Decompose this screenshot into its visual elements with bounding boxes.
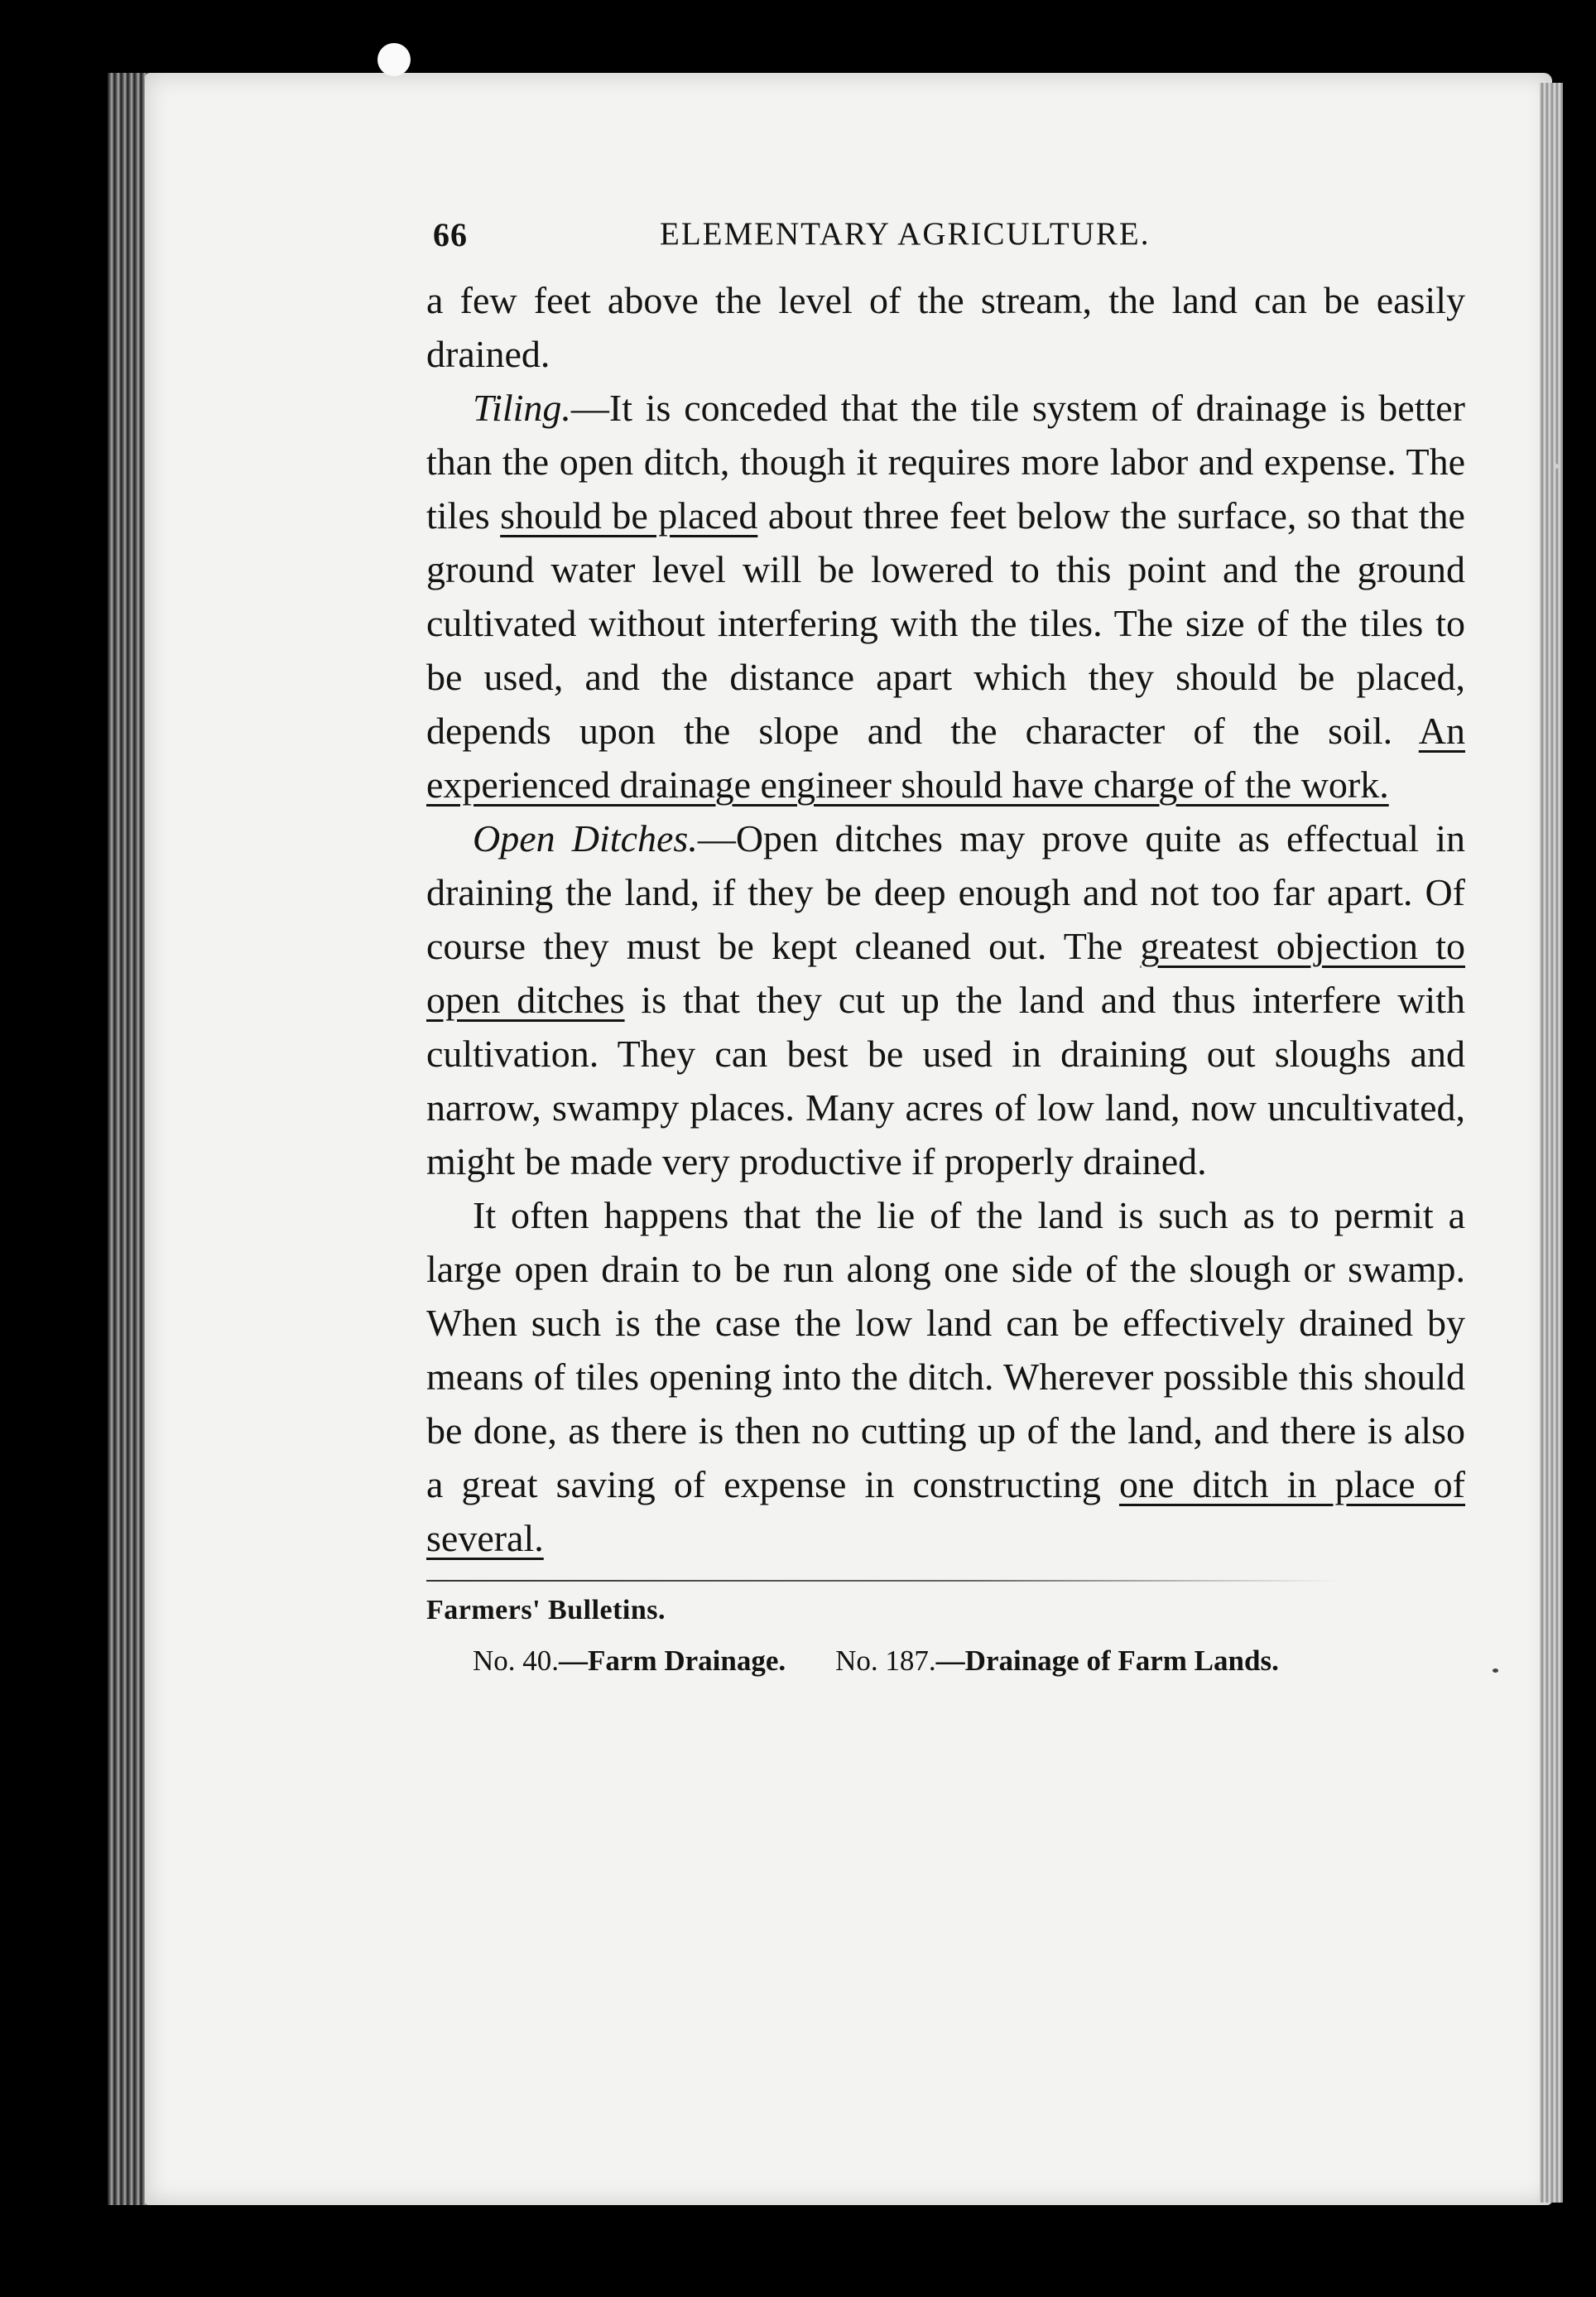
page-header xyxy=(426,215,1465,273)
paragraph-continuation xyxy=(426,273,1465,381)
pen-underlined-text: one ditch in place of several. xyxy=(426,1463,1465,1559)
paragraph-text: a few feet above the level of the stream, the land can be easily drained. xyxy=(426,279,1465,375)
references-list xyxy=(426,1644,1465,1678)
scan-speck xyxy=(1493,1669,1498,1673)
scan-speck xyxy=(1554,464,1559,469)
pen-underlined-text: greatest objection to open ditches xyxy=(426,925,1465,1021)
paragraph-open-ditches xyxy=(426,811,1465,1188)
pen-underlined-text: should be placed xyxy=(500,494,758,537)
run-in-heading-tiling: Tiling. xyxy=(473,387,571,429)
scan-artifact-dot xyxy=(377,43,411,76)
page-number: 66 xyxy=(433,216,468,253)
section-divider xyxy=(426,1580,1337,1582)
references-heading: Farmers' Bulletins. xyxy=(426,1595,666,1625)
paragraph-tiling xyxy=(426,381,1465,811)
page-edge xyxy=(1540,83,1563,2203)
reference-number: No. 187. xyxy=(835,1644,936,1677)
paragraph-text: —Open ditches may prove quite as effectual in draining the land, if they be deep enough and not too far apart. Of course they must be kept cleaned out. The xyxy=(426,817,1465,967)
reference-number: No. 40. xyxy=(473,1644,560,1677)
paragraph-swamp xyxy=(426,1188,1465,1565)
paragraph-text: is that they cut up the land and thus interfere with cultivation. They can best be used in draining out sloughs and narrow, swampy places. Many acres of low land, now uncultivated, might be made very productive if properly drained. xyxy=(426,979,1465,1182)
pen-underlined-text: An experienced drainage engineer should have charge of the work. xyxy=(426,710,1465,806)
reference-title: —Drainage of Farm Lands. xyxy=(935,1644,1279,1677)
reference-item xyxy=(835,1644,1279,1678)
reference-title: —Farm Drainage. xyxy=(559,1644,786,1677)
page-text xyxy=(426,215,1465,1678)
paragraph-text: It often happens that the lie of the land is such as to permit a large open drain to be run along one side of the slough or swamp. When such is the case the low land can be effectively drained by means of tiles opening into the ditch. Wherever possible this should be done, as there is then no cutting up of the land, and there is also a great saving of expense in constructing xyxy=(426,1194,1465,1505)
paragraph-text: —It is conceded that the tile system of drainage is better than the open ditch, though it requires more labor and expense. The tiles xyxy=(426,387,1465,537)
reference-item xyxy=(473,1644,786,1678)
running-head: ELEMENTARY AGRICULTURE. xyxy=(660,216,1151,252)
run-in-heading-open-ditches: Open Ditches. xyxy=(473,817,698,860)
paragraph-text: about three feet below the surface, so that the ground water level will be lowered to this point and the ground cultivated without interfering with the tiles. The size of the tiles to be used, and the distance apart which they should be placed, depends upon the slope and the character of the soil. xyxy=(426,494,1465,752)
